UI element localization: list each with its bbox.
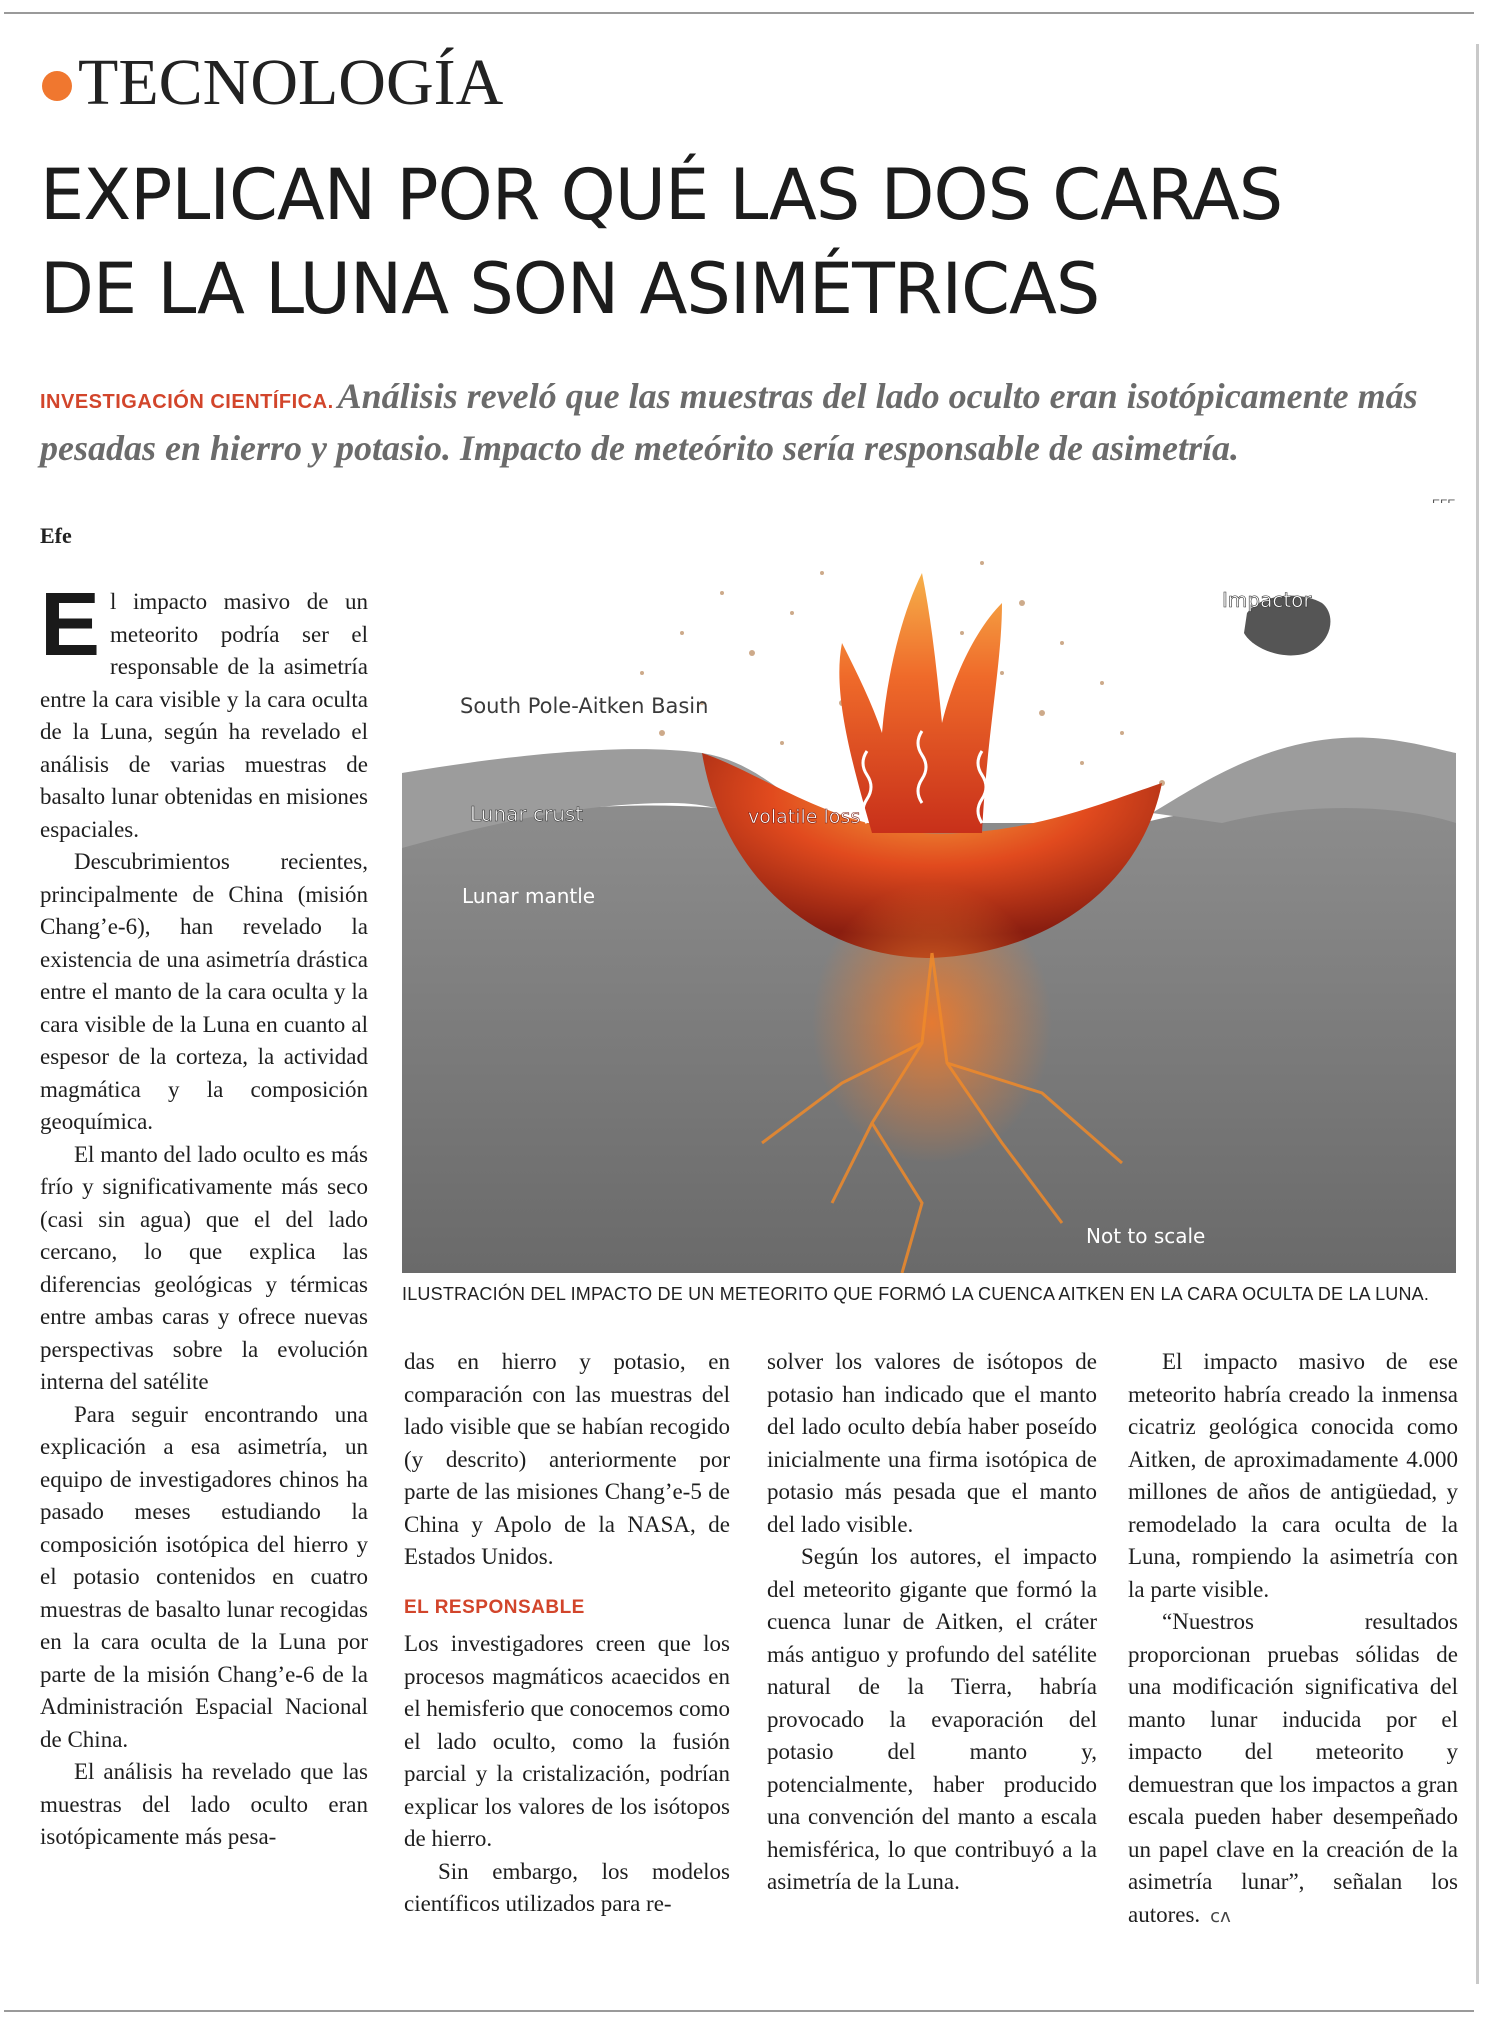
- deck-kicker: INVESTIGACIÓN CIENTÍFICA.: [40, 391, 334, 413]
- top-rule: [4, 12, 1474, 14]
- article-column-2: [404, 1346, 730, 1996]
- label-volatile-loss: volatile loss: [748, 806, 861, 828]
- illustration: [402, 503, 1456, 1273]
- subhead: EL RESPONSABLE: [404, 1596, 585, 1618]
- paragraph: Según los autores, el impacto del meteorito gigante que formó la cuenca lunar de Aitken, el cráter más antiguo y profundo del satélite natural de la Tierra, habría provocado la evaporación del potasio del manto y, potencialmente, haber producido una convención del manto a escala hemisférica, lo que contribuyó a la asimetría de la Luna.: [767, 1544, 1097, 1894]
- article-column-1: [40, 575, 368, 1996]
- paragraph: Para seguir encontrando una explicación a esa asimetría, un equipo de investigadores chinos ha pasado meses estudiando la composición isotópica del hierro y el potasio contenidos en cuatro muestras de basalto lunar recogidas en la cara oculta de la Luna por parte de la misión Chang’e-6 de la Administración Espacial Nacional de China.: [40, 1401, 368, 1752]
- impact-illustration: [402, 503, 1456, 1273]
- paragraph: solver los valores de isótopos de potasio han indicado que el manto del lado oculto debía haber poseído inicialmente una firma isotópica de potasio más pesada que el manto del lado visible.: [767, 1349, 1097, 1537]
- paragraph-text: “Nuestros resultados proporcionan pruebas sólidas de una modificación significativa del manto lunar inducida por el impacto del meteorito y demuestran que los impactos a gran escala pueden haber desempeñado un papel clave en la creación de la asimetría lunar”, señalan los autores.: [1128, 1609, 1458, 1927]
- paragraph: Sin embargo, los modelos científicos utilizados para re-: [404, 1858, 730, 1916]
- end-mark-icon: ᴄᴧ: [1210, 1905, 1231, 1927]
- paragraph: Los investigadores creen que los procesos magmáticos acaecidos en el hemisferio que conocemos como el lado oculto, como la fusión parcial y la cristalización, podrían explicar los valores de los isótopos de hierro.: [404, 1631, 730, 1851]
- label-basin: South Pole-Aitken Basin: [460, 694, 709, 718]
- section-header: [42, 48, 503, 118]
- label-mantle: Lunar mantle: [462, 884, 596, 908]
- bottom-rule: [4, 2010, 1474, 2012]
- deck: [40, 374, 1470, 478]
- paragraph-text: l impacto masivo de un meteorito podría ser el responsable de la asimetría entre la cara visible y la cara oculta de la Luna, según ha revelado el análisis de varias muestras de basalto lunar obtenidas en misiones espaciales.: [40, 589, 368, 842]
- drop-cap: E: [40, 575, 101, 675]
- paragraph: Descubrimientos recientes, principalmente de China (misión Chang’e-6), han revelado la existencia de una asimetría drástica entre el manto de la cara oculta y la cara visible de la Luna en cuanto al espesor de la corteza, la actividad magmática y la composición geoquímica.: [40, 849, 368, 1134]
- paragraph: [40, 575, 368, 846]
- section-dot-icon: [42, 71, 72, 101]
- label-crust: Lunar crust: [470, 802, 584, 826]
- figure-caption: ILUSTRACIÓN DEL IMPACTO DE UN METEORITO QUE FORMÓ LA CUENCA AITKEN EN LA CARA OCULTA DE LA LUNA.: [402, 1284, 1430, 1304]
- paragraph: das en hierro y potasio, en comparación con las muestras del lado visible que se habían recogido (y descrito) anteriormente por parte de las misiones Chang’e-5 de China y Apolo de la NASA, de Estados Unidos.: [404, 1349, 730, 1569]
- paragraph: [1128, 1606, 1458, 1933]
- byline: Efe: [40, 523, 72, 548]
- section-label: TECNOLOGÍA: [78, 46, 504, 119]
- headline-line-1: EXPLICAN POR QUÉ LAS DOS CARAS: [40, 154, 1283, 236]
- adjacent-page-edge: [1476, 44, 1479, 1984]
- paragraph: El análisis ha revelado que las muestras del lado oculto eran isotópicamente más pesa-: [40, 1759, 368, 1849]
- article-column-4: [1128, 1346, 1458, 1996]
- label-impactor: Impactor: [1222, 588, 1312, 612]
- deck-text: Análisis reveló que las muestras del lado oculto eran isotópicamente más pesadas en hierro y potasio. Impacto de meteórito sería responsable de asimetría.: [40, 376, 1418, 468]
- label-not-to-scale: Not to scale: [1086, 1224, 1206, 1248]
- headline-line-2: DE LA LUNA SON ASIMÉTRICAS: [40, 248, 1100, 330]
- paragraph: El manto del lado oculto es más frío y significativamente más seco (casi sin agua) que el del lado cercano, lo que explica las diferencias geológicas y térmicas entre ambas caras y ofrece nuevas perspectivas sobre la evolución interna del satélite: [40, 1141, 368, 1394]
- paragraph: El impacto masivo de ese meteorito habría creado la inmensa cicatriz geológica conocida como Aitken, de aproximadamente 4.000 millones de años de antigüedad, y remodelado la cara oculta de la Luna, rompiendo la asimetría con la parte visible.: [1128, 1349, 1458, 1602]
- headline: [40, 148, 1460, 336]
- article-column-3: [767, 1346, 1097, 1996]
